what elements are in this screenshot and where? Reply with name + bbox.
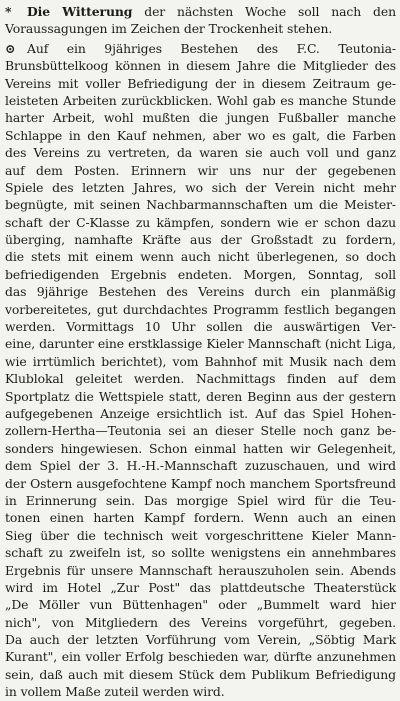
article-line: befriedigenden Ergebnis endeten. Morgen, Sonntag, soll	[5, 266, 396, 282]
article-line: vorbereitetes, gut durchdachtes Programm festlich begangen	[5, 301, 396, 317]
article-line: ⊙ Auf ein 9jähriges Bestehen des F.C. Teutonia-	[5, 40, 396, 56]
article-line: in vollem Maße zuteil werden wird.	[5, 684, 225, 700]
article-line: Kurant", ein voller Erfolg beschieden war, dürfte anzunehmen	[5, 649, 396, 665]
article-line: tonen einen harten Kampf fordern. Wenn auch an einen	[5, 510, 396, 526]
article-line: sonders hingewiesen. Schon einmal hatten wir Gelegenheit,	[5, 440, 396, 456]
article-line: eine, darunter eine erstklassige Kieler Mannschaft (nicht Liga,	[5, 336, 396, 352]
article-line: zollern-Hertha—Teutonia sei an dieser Stelle noch ganz be-	[5, 423, 396, 439]
article-line: Vereins mit voller Befriedigung der in diesem Zeitraum ge-	[5, 75, 396, 91]
weather-notice-lead: Die Witterung	[27, 4, 133, 19]
article-line: harter Arbeit, wohl mußten die jungen Fußballer manche	[5, 110, 396, 126]
article-line: sein, daß auch mit diesem Stück dem Publikum Befriedigung	[5, 666, 396, 682]
article-line: wie irrtümlich berichtet), vom Bahnhof mit Musik nach dem	[5, 353, 396, 369]
article-teutonia	[5, 40, 396, 701]
article-line: in Erinnerung sein. Das morgige Spiel wird für die Teu-	[5, 492, 396, 508]
article-line: des Vereins zu vertreten, da waren sie auch voll und ganz	[5, 145, 396, 161]
article-line: wird im Hotel „Zur Post" das plattdeutsche Theaterstück	[5, 579, 396, 595]
article-line: begnügte, mit seinen Nachbarmannschaften um die Meister-	[5, 197, 396, 213]
article-line: werden. Vormittags 10 Uhr sollen die auswärtigen Ver-	[5, 319, 396, 335]
article-line: Spiele des letzten Jahres, wo sich der Verein nicht mehr	[5, 179, 396, 195]
weather-notice-line-1: * Die Witterung der nächsten Woche soll nach den	[5, 4, 396, 19]
article-line: das 9jährige Bestehen des Vereins durch ein planmäßig	[5, 284, 396, 300]
newspaper-clipping	[0, 3, 400, 700]
article-line: dem Spiel der 3. H.-H.-Mannschaft zuzuschauen, und wird	[5, 458, 396, 474]
article-line: Da auch der letzten Vorführung vom Verein, „Söbtig Mark	[5, 632, 396, 648]
article-line: die stets mit einem wenn auch nicht überlegenen, so doch	[5, 249, 396, 265]
article-line: auf dem Posten. Erinnern wir uns nur der gegebenen	[5, 162, 396, 178]
article-line: überging, namhafte Kräfte aus der Großstadt zu fordern,	[5, 232, 396, 248]
article-line: „De Möller vun Büttenhagen" oder „Bummelt ward hier	[5, 597, 396, 613]
article-line: Ergebnis für unsere Mannschaft herauszuholen sein. Abends	[5, 562, 396, 578]
article-line: Schlappe in den Kauf nehmen, aber wo es galt, die Farben	[5, 127, 396, 143]
article-line: Sportplatz die Wettspiele statt, deren Beginn aus der gestern	[5, 388, 396, 404]
weather-notice	[5, 3, 396, 38]
asterisk-marker: *	[5, 4, 12, 19]
article-line: leisteten Arbeiten zurückblicken. Wohl gab es manche Stunde	[5, 92, 396, 108]
article-line: der Ostern ausgefochtene Kampf noch manchem Sportsfreund	[5, 475, 396, 491]
weather-notice-line-2: Voraussagungen im Zeichen der Trockenheit stehen.	[5, 21, 333, 37]
article-line: Sieg über die technisch weit vorgeschrittene Kieler Mann-	[5, 527, 396, 543]
article-line: schaft der C-Klasse zu kämpfen, sondern wie er schon dazu	[5, 214, 396, 230]
circle-dot-marker: ⊙	[5, 40, 16, 56]
article-line: nich", von Mitgliedern des Vereins vorgeführt, gegeben.	[5, 614, 396, 630]
article-line: schaft zu zweifeln ist, so sollte wenigstens ein annehmbares	[5, 545, 396, 561]
article-line: Klublokal geleitet werden. Nachmittags finden auf dem	[5, 371, 396, 387]
article-line: aufgegebenen Anzeige ersichtlich ist. Auf das Spiel Hohen-	[5, 405, 396, 421]
article-line: Brunsbüttelkoog können in diesem Jahre die Mitglieder des	[5, 58, 396, 74]
